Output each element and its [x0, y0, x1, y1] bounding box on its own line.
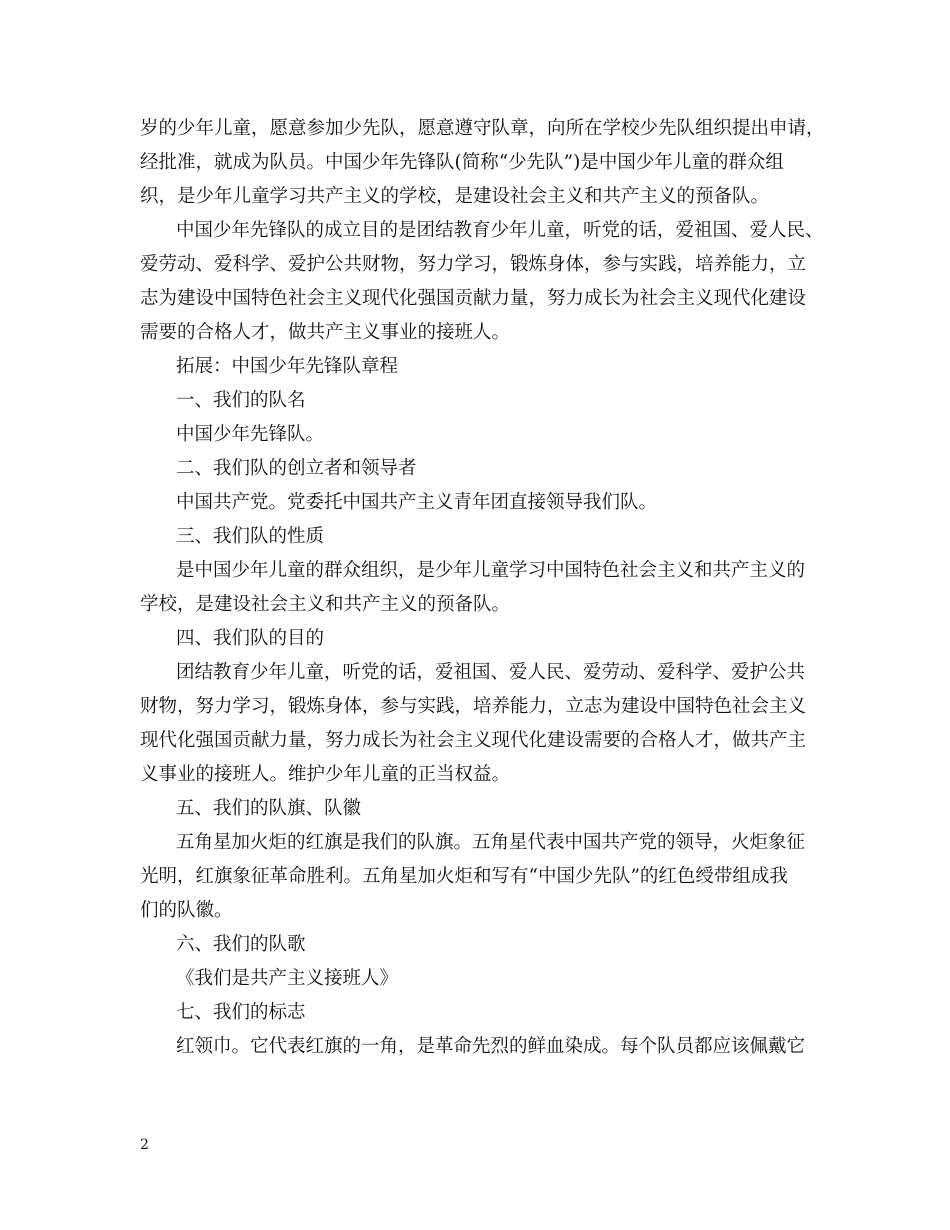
section-heading: 二、我们队的创立者和领导者 [176, 458, 417, 479]
section-heading: 六、我们的队歌 [176, 934, 306, 955]
text-line: 义事业的接班人。维护少年儿童的正当权益。 [140, 764, 511, 785]
section-heading: 四、我们队的目的 [176, 628, 325, 649]
section-heading: 三、我们队的性质 [176, 526, 325, 547]
document-body [140, 112, 830, 1064]
text-line: 拓展：中国少年先锋队章程 [176, 356, 399, 377]
text-line: 岁的少年儿童，愿意参加少先队，愿意遵守队章，向所在学校少先队组织提出申请， [140, 118, 825, 139]
text-line: 是中国少年儿童的群众组织，是少年儿童学习中国特色社会主义和共产主义的 [176, 560, 806, 581]
text-line: 中国少年先锋队。 [176, 424, 325, 445]
text-line: 团结教育少年儿童，听党的话，爱祖国、爱人民、爱劳动、爱科学、爱护公共 [176, 662, 806, 683]
text-line: 们的队徽。 [140, 900, 233, 921]
text-line: 织，是少年儿童学习共产主义的学校，是建设社会主义和共产主义的预备队。 [140, 186, 770, 207]
text-line: 现代化强国贡献力量，努力成长为社会主义现代化建设需要的合格人才，做共产主 [140, 730, 807, 751]
text-line: 学校，是建设社会主义和共产主义的预备队。 [140, 594, 511, 615]
text-line: 经批准，就成为队员。中国少年先锋队(简称“少先队”)是中国少年儿童的群众组 [140, 152, 784, 173]
section-heading: 一、我们的队名 [176, 390, 306, 411]
text-line: 财物，努力学习，锻炼身体，参与实践，培养能力，立志为建设中国特色社会主义 [140, 696, 807, 717]
text-line: 红领巾。它代表红旗的一角，是革命先烈的鲜血染成。每个队员都应该佩戴它 [176, 1036, 806, 1057]
section-heading: 五、我们的队旗、队徽 [176, 798, 362, 819]
section-heading: 七、我们的标志 [176, 1002, 306, 1023]
text-line: 爱劳动、爱科学、爱护公共财物，努力学习，锻炼身体，参与实践，培养能力，立 [140, 254, 807, 275]
text-line: 光明，红旗象征革命胜利。五角星加火炬和写有“中国少先队”的红色绶带组成我 [140, 866, 788, 887]
text-line: 中国共产党。党委托中国共产主义青年团直接领导我们队。 [176, 492, 658, 513]
text-line: 志为建设中国特色社会主义现代化强国贡献力量，努力成长为社会主义现代化建设 [140, 288, 807, 309]
text-line: 需要的合格人才，做共产主义事业的接班人。 [140, 322, 511, 343]
text-line: 《我们是共产主义接班人》 [176, 968, 399, 989]
text-line: 五角星加火炬的红旗是我们的队旗。五角星代表中国共产党的领导，火炬象征 [176, 832, 806, 853]
text-line: 中国少年先锋队的成立目的是团结教育少年儿童，听党的话，爱祖国、爱人民、 [176, 220, 824, 241]
page-number: 2 [140, 1137, 149, 1153]
